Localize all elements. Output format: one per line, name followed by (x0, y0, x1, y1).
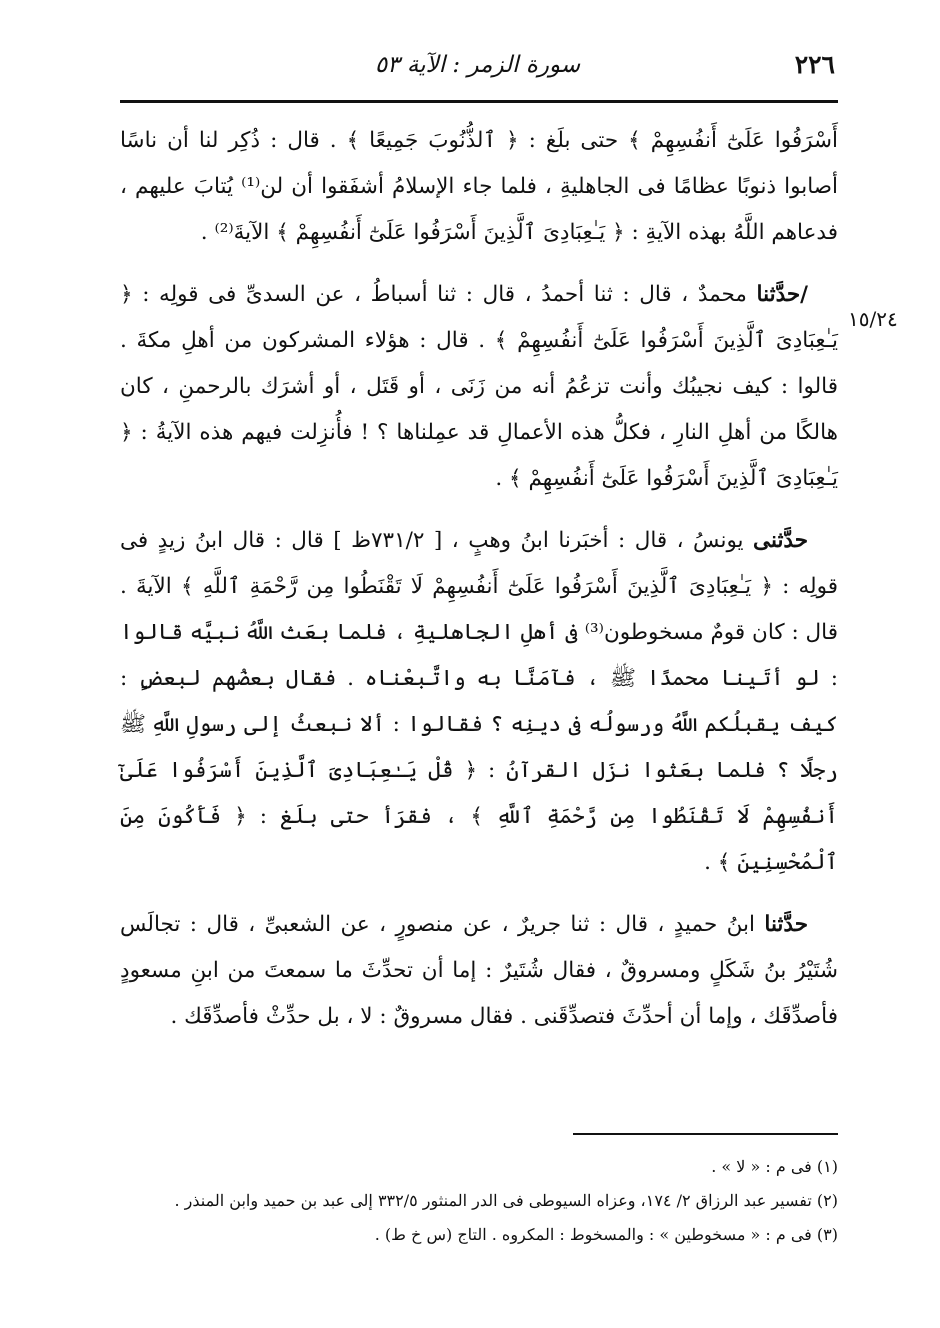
paragraph-1-text: أَسْرَفُوا عَلَىٰٓ أَنفُسِهِمْ ﴾ حتى بلَغ : ﴿ ٱلذُّنُوبَ جَمِيعًا ﴾ . قال : ذُكِر لنا أن ناسًا أصابوا ذنوبًا عظامًا فى الجاهليةِ ، فلما جاء الإسلامُ أشفَقوا أن لن⁽¹⁾ يُتابَ عليهم ، فدعاهم اللَّهُ بهذه الآيةِ : ﴿ يَـٰعِبَادِىَ ٱلَّذِينَ أَسْرَفُوا عَلَىٰٓ أَنفُسِهِمْ ﴾ الآيةَ⁽²⁾ . (120, 128, 838, 245)
paragraph-3-lead: حدَّثنى (753, 528, 808, 553)
paragraph-4-lead: حدَّثنا (764, 912, 808, 937)
footnote-1: (١) فى م : « لا » . (711, 1157, 838, 1176)
footnote-divider (573, 1133, 838, 1135)
paragraph-1 (120, 118, 838, 256)
footnote-2: (٢) تفسير عبد الرزاق ٢/ ١٧٤، وعزاه السيوطى فى الدر المنثور ٣٣٢/٥ إلى عبد بن حميد وابن المنذر . (174, 1191, 838, 1210)
manuscript-margin-reference: ١٥/٢٤ (848, 307, 898, 331)
page-header (120, 40, 835, 100)
paragraph-2-text: محمدٌ ، قال : ثنا أحمدُ ، قال : ثنا أسباطُ ، عن السدىِّ فى قولِه : ﴿ يَـٰعِبَادِىَ ٱلَّذِينَ أَسْرَفُوا عَلَىٰٓ أَنفُسِهِمْ ﴾ . قال : هؤلاء المشركون من أهلِ مكةَ . قالوا : كيف نجيبُك وأنت تزعُمُ أنه من زَنَى ، أو قَتَل ، أو أشرَك بالرحمنِ ، كان هالكًا من أهلِ النارِ ، فكلُّ هذه الأعمالِ قد عمِلناها ؟ ! فأُنزِلت فيهم هذه الآيةُ : ﴿ يَـٰعِبَادِىَ ٱلَّذِينَ أَسْرَفُوا عَلَىٰٓ أَنفُسِهِمْ ﴾ . (120, 282, 838, 491)
header-divider (120, 100, 838, 103)
paragraph-2-lead: /حدَّثنا (756, 282, 808, 307)
paragraph-3 (120, 518, 838, 886)
footnotes (120, 1150, 838, 1252)
page-number: ٢٢٦ (794, 50, 835, 79)
main-text (120, 118, 838, 1040)
paragraph-3-text: يونسُ ، قال : أخبَرنا ابنُ وهبٍ ، [ ٧٣١/٢ظ ] قال : قال ابنُ زيدٍ فى قولِه : ﴿ يَـٰعِبَادِىَ ٱلَّذِينَ أَسْرَفُوا عَلَىٰٓ أَنفُسِهِمْ لَا تَقْنَطُوا مِن رَّحْمَةِ ٱللَّهِ ﴾ الآيةَ . قال : كان قومٌ مسخوطون⁽³⁾ فى أهلِ الجاهليةِ ، فلما بعَث اللَّهُ نبيَّه قالوا : لو أتَينا محمدًا ﷺ ، فآمَنَّا به واتَّبعْناه . فقال بعضُهم لبعضٍ : كيف يقبلُكم اللَّهُ ورسولُه فى دينِه ؟ فقالوا : ألا نبعثُ إلى رسولِ اللَّهِ ﷺ رجلًا ؟ فلما بعَثوا نزَل القرآنُ : ﴿ قُلْ يَـٰعِبَادِىَ ٱلَّذِينَ أَسْرَفُوا عَلَىٰٓ أَنفُسِهِمْ لَا تَقْنَطُوا مِن رَّحْمَةِ ٱللَّهِ ﴾ ، فقرَأ حتى بلَغ : ﴿ فَأَكُونَ مِنَ ٱلْمُحْسِنِينَ ﴾ . (120, 528, 838, 875)
running-title: سورة الزمر : الآية ٥٣ (374, 52, 581, 78)
paragraph-4 (120, 902, 838, 1040)
footnote-3: (٣) فى م : « مسخوطين » : والمسخوط : المكروه . التاج (س خ ط) . (374, 1225, 838, 1244)
paragraph-2 (120, 272, 838, 502)
paragraph-4-text: ابنُ حميدٍ ، قال : ثنا جريرٌ ، عن منصورٍ ، عن الشعبىِّ ، قال : تجالَس شُتَيْرُ بنُ شَكَلٍ ومسروقٌ ، فقال شُتَيرٌ : إما أن تحدِّثَ ما سمعتَ من ابنِ مسعودٍ فأصدِّقَك ، وإما أن أحدِّثَ فتصدِّقَنى . فقال مسروقٌ : لا ، بل حدِّثْ فأصدِّقَك . (120, 912, 838, 1029)
